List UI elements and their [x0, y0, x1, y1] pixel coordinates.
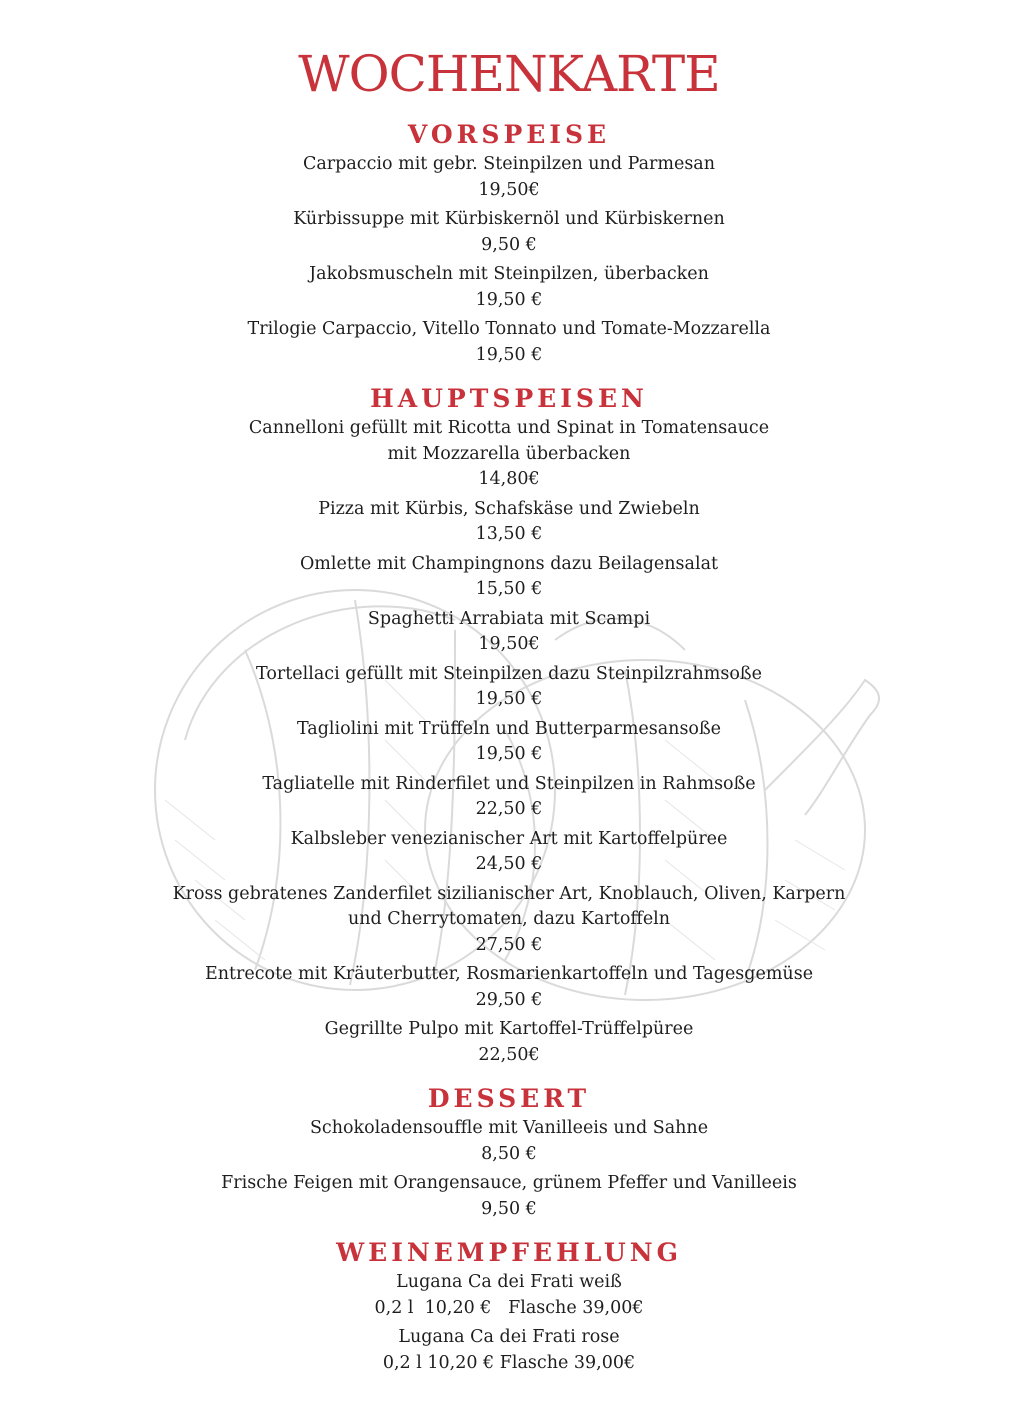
menu-item [0, 882, 1018, 959]
menu-item-name: Trilogie Carpaccio, Vitello Tonnato und Tomate-Mozzarella [247, 319, 771, 339]
menu-item [0, 552, 1018, 603]
menu-item-price: 14,80€ [478, 469, 540, 489]
menu-item-name: Jakobsmuscheln mit Steinpilzen, überbacken [309, 264, 709, 284]
menu-item [0, 607, 1018, 658]
menu-item-name: Kürbissuppe mit Kürbiskernöl und Kürbiskernen [293, 209, 725, 229]
menu-item-price: 0,2 l 10,20 € Flasche 39,00€ [382, 1352, 636, 1373]
menu-item-price: 19,50 € [475, 344, 543, 365]
menu-item [0, 207, 1018, 258]
menu-item-price: 22,50€ [478, 1044, 540, 1065]
menu-item [0, 416, 1018, 493]
menu-item-name: Tagliolini mit Trüffeln und Butterparmesansoße [296, 718, 722, 739]
menu-title: WOCHENKARTE [298, 45, 720, 103]
menu-item-price: 9,50 € [481, 1198, 537, 1219]
menu-item-price: 27,50 € [475, 934, 543, 955]
menu-item-name: und Cherrytomaten, dazu Kartoffeln [347, 909, 671, 929]
menu-item-price: 29,50 € [475, 989, 543, 1010]
menu-item-name: Cannelloni gefüllt mit Ricotta und Spinat in Tomatensauce [248, 418, 770, 438]
menu-item-price: 0,2 l 10,20 € Flasche 39,00€ [374, 1297, 644, 1318]
menu-item-price: 15,50 € [475, 579, 543, 599]
section-heading: HAUPTSPEISEN [370, 384, 648, 413]
menu-item-price: 24,50 € [475, 854, 543, 874]
menu-item [0, 1017, 1018, 1068]
menu-item-name: Lugana Ca dei Frati weiß [396, 1272, 622, 1292]
menu-item-name: Omlette mit Champingnons dazu Beilagensalat [299, 553, 719, 574]
menu-item [0, 827, 1018, 878]
menu-item-name: Spaghetti Arrabiata mit Scampi [367, 608, 651, 629]
menu-item-name: Gegrillte Pulpo mit Kartoffel-Trüffelpüree [324, 1019, 694, 1039]
menu-item-price: 19,50 € [475, 289, 543, 310]
menu-item-price: 19,50 € [475, 689, 543, 709]
menu-sections [0, 118, 1018, 1376]
menu-item-name: Tagliatelle mit Rinderfilet und Steinpilzen in Rahmsoße [262, 773, 756, 794]
menu-section-vorspeise [0, 118, 1018, 368]
menu-item-price: 19,50 € [475, 744, 543, 764]
menu-item-name: Kalbsleber venezianischer Art mit Kartoffelpüree [290, 828, 728, 849]
menu-item-name: Lugana Ca dei Frati rose [398, 1327, 620, 1347]
menu-item [0, 1171, 1018, 1222]
menu-item [0, 717, 1018, 768]
menu-item [0, 962, 1018, 1013]
menu-item [0, 497, 1018, 548]
menu-item [0, 317, 1018, 368]
menu-item [0, 152, 1018, 203]
menu-section-hauptspeisen [0, 382, 1018, 1068]
section-heading: VORSPEISE [407, 120, 611, 149]
menu-item-name: mit Mozzarella überbacken [387, 443, 631, 464]
menu-item-name: Carpaccio mit gebr. Steinpilzen und Parmesan [302, 154, 716, 174]
menu-item [0, 1270, 1018, 1321]
menu-item-price: 22,50 € [475, 799, 543, 819]
menu-item-name: Frische Feigen mit Orangensauce, grünem Pfeffer und Vanilleeis [221, 1173, 797, 1193]
menu-item-price: 13,50 € [475, 524, 543, 544]
section-heading: WEINEMPFEHLUNG [336, 1238, 682, 1267]
menu-item [0, 662, 1018, 713]
menu-item [0, 1116, 1018, 1167]
menu-item [0, 772, 1018, 823]
menu-section-weinempfehlung [0, 1236, 1018, 1376]
menu-item-price: 9,50 € [481, 234, 537, 255]
menu-item [0, 262, 1018, 313]
menu-item-name: Entrecote mit Kräuterbutter, Rosmarienkartoffeln und Tagesgemüse [204, 964, 814, 984]
menu-item-price: 19,50€ [478, 179, 540, 200]
menu-item-price: 19,50€ [478, 634, 540, 654]
menu-item [0, 1325, 1018, 1376]
menu-item-name: Pizza mit Kürbis, Schafskäse und Zwiebeln [318, 498, 700, 519]
menu-item-name: Kross gebratenes Zanderfilet sizilianischer Art, Knoblauch, Oliven, Karpern [172, 883, 846, 904]
menu-section-dessert [0, 1082, 1018, 1222]
menu-item-name: Schokoladensouffle mit Vanilleeis und Sahne [309, 1118, 709, 1138]
menu-item-name: Tortellaci gefüllt mit Steinpilzen dazu Steinpilzrahmsoße [256, 663, 762, 684]
menu-item-price: 8,50 € [481, 1143, 537, 1164]
section-heading: DESSERT [427, 1084, 591, 1113]
